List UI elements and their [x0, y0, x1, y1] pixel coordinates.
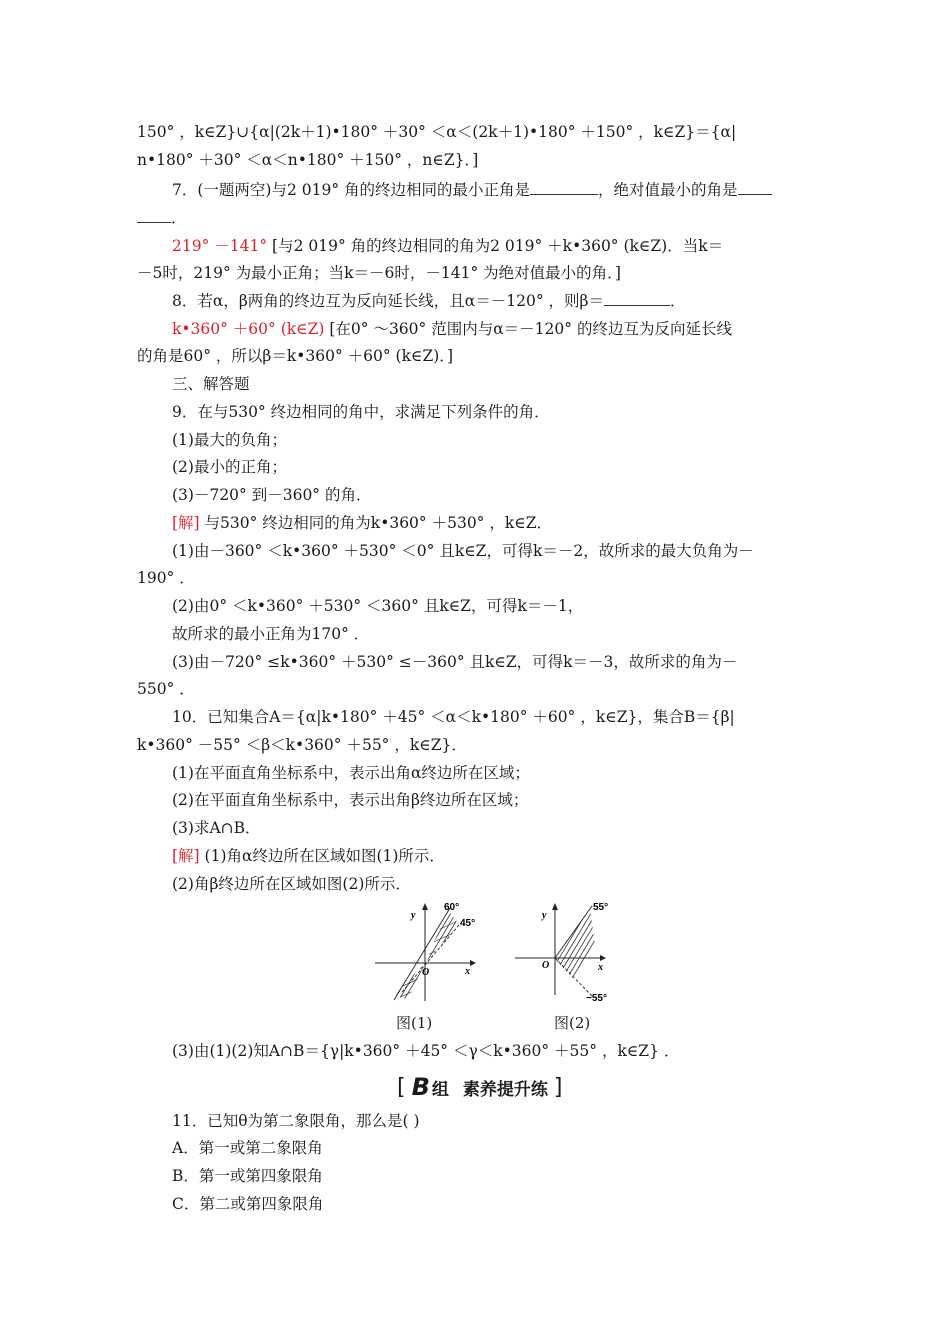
question-7-text-a: 7．(一题两空)与2 019° 角的终边相同的最小正角是	[172, 181, 531, 199]
angle-label-60: 60°	[444, 902, 460, 913]
option-b: B．第一或第四象限角	[172, 1167, 323, 1185]
answer-7-values: 219° －141°	[172, 237, 268, 255]
question-7-end: ．	[171, 209, 187, 227]
y-axis-arrow	[552, 903, 558, 910]
solution-9-part-2: (2)由0° ＜k•360° ＋530° ＜360° 且k∈Z，可得k＝－1，	[172, 597, 584, 615]
angle-label-55: 55°	[593, 902, 609, 913]
angle-label-neg55: −55°	[586, 993, 607, 1004]
solution-10-text: (1)角α终边所在区域如图(1)所示．	[199, 847, 445, 865]
banner-group-letter: B	[411, 1073, 430, 1101]
solution-9-part-3: (3)由－720° ≤k•360° ＋530° ≤－360° 且k∈Z，可得k＝－3，故所求的角为－	[172, 653, 738, 671]
question-9-part-1: (1)最大的负角；	[172, 431, 287, 449]
answer-7-explanation-2: －5时，219° 为最小正角；当k＝－6时，－141° 为绝对值最小的角．]	[137, 264, 621, 282]
figure-1-caption: 图(1)	[396, 1014, 433, 1032]
x-axis-arrow	[470, 960, 476, 966]
terminal-side-45	[402, 925, 459, 992]
y-axis-arrow	[422, 903, 428, 910]
origin-label: O	[422, 967, 430, 978]
question-9-part-3: (3)－720° 到－360° 的角．	[172, 486, 372, 504]
solution-label: [解]	[172, 514, 200, 532]
banner-title: 素养提升练	[462, 1079, 548, 1100]
banner-close-bracket: ]	[553, 1074, 563, 1100]
angle-label-45: 45°	[460, 918, 476, 929]
solution-9-part-1-cont: 190° ．	[137, 569, 195, 587]
answer-blank	[137, 208, 171, 223]
shaded-region-beta	[522, 900, 622, 995]
origin-label: O	[542, 960, 550, 971]
question-10-cont: k•360° －55° ＜β＜k•360° ＋55° ，k∈Z}．	[137, 736, 467, 754]
question-7	[172, 180, 772, 200]
question-7-text-b: ，绝对值最小的角是	[598, 181, 738, 199]
solution-9-text: 与530° 终边相同的角为k•360° ＋530° ，k∈Z．	[199, 514, 552, 532]
question-10-part-1: (1)在平面直角坐标系中，表示出角α终边所在区域；	[172, 764, 530, 782]
question-10: 10．已知集合A＝{α|k•180° ＋45° ＜α＜k•180° ＋60° ，k∈Z}，集合B＝{β|	[172, 708, 735, 726]
solution-10-part-1	[172, 846, 445, 866]
x-axis-arrow	[600, 955, 606, 961]
question-10-part-3: (3)求A∩B．	[172, 819, 261, 837]
question-11: 11．已知θ为第二象限角，那么是( )	[172, 1112, 420, 1130]
section-banner-b	[397, 1073, 562, 1101]
answer-8-explanation-2: 的角是60° ，所以β＝k•360° ＋60° (k∈Z)．]	[137, 347, 454, 365]
solution-9-part-3-cont: 550° ．	[137, 680, 195, 698]
y-axis-label: y	[542, 910, 547, 921]
banner-open-bracket: [	[397, 1074, 406, 1100]
answer-8	[172, 319, 732, 339]
solution-9-part-1: (1)由－360° ＜k•360° ＋530° ＜0° 且k∈Z，可得k＝－2，故所求的最大负角为－	[172, 542, 754, 560]
question-9: 9．在与530° 终边相同的角中，求满足下列条件的角．	[172, 403, 550, 421]
question-8-end: ．	[669, 292, 686, 310]
question-8-text: 8．若α，β两角的终边互为反向延长线，且α＝－120° ，则β＝	[172, 292, 604, 310]
figure-1-diagram	[372, 900, 482, 1005]
x-axis-label: x	[598, 962, 603, 973]
answer-8-value: k•360° ＋60° (k∈Z)	[172, 320, 325, 338]
y-axis-label: y	[411, 910, 416, 921]
question-10-part-2: (2)在平面直角坐标系中，表示出角β终边所在区域；	[172, 791, 529, 809]
answer-blank	[604, 291, 670, 306]
answer-blank	[530, 180, 598, 195]
x-axis-label: x	[465, 966, 470, 977]
solution-9-part-2-cont: 故所求的最小正角为170° ．	[172, 625, 370, 643]
question-7-cont	[137, 208, 187, 228]
solution-10-part-3: (3)由(1)(2)知A∩B＝{γ|k•360° ＋45° ＜γ＜k•360° ＋55° ，k∈Z} ．	[172, 1042, 680, 1060]
section-heading: 三、解答题	[172, 375, 250, 393]
solution-line-2: n•180° ＋30° ＜α＜n•180° ＋150° ，n∈Z}．]	[137, 151, 479, 169]
option-a: A．第一或第二象限角	[172, 1139, 323, 1157]
answer-blank	[738, 180, 772, 195]
banner-group-label: 组	[431, 1079, 449, 1100]
solution-9-intro	[172, 513, 552, 533]
figure-2-caption: 图(2)	[554, 1014, 591, 1032]
option-c: C．第二或第四象限角	[172, 1195, 324, 1213]
solution-label: [解]	[172, 847, 200, 865]
answer-8-explanation: [在0° ～360° 范围内与α＝－120° 的终边互为反向延长线	[324, 320, 732, 338]
solution-10-part-2: (2)角β终边所在区域如图(2)所示．	[172, 875, 411, 893]
solution-line-1: 150° ，k∈Z}∪{α|(2k＋1)•180° ＋30° ＜α＜(2k＋1)•180° ＋150° ，k∈Z}＝{α|	[137, 123, 737, 141]
figure-2-diagram	[512, 900, 622, 1005]
terminal-side-60	[394, 908, 450, 1000]
question-9-part-2: (2)最小的正角；	[172, 458, 287, 476]
terminal-side-neg55	[555, 958, 592, 996]
answer-7-explanation: [与2 019° 角的终边相同的角为2 019° ＋k•360° (k∈Z)．当k＝	[267, 237, 724, 255]
question-8	[172, 291, 686, 311]
answer-7	[172, 236, 723, 256]
